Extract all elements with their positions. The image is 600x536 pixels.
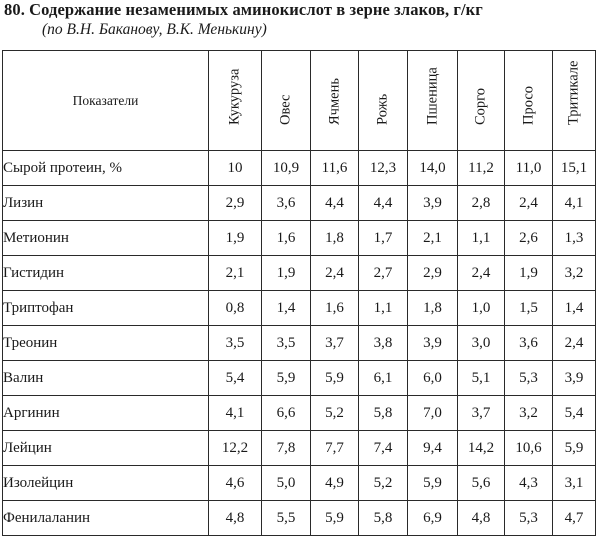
table-row (3, 221, 596, 256)
crop-column-header (262, 51, 311, 151)
crop-column-header (359, 51, 408, 151)
table-cell: 10 (209, 151, 262, 186)
table-cell: 2,4 (458, 256, 505, 291)
table-cell: 4,6 (209, 466, 262, 501)
table-cell: 15,1 (553, 151, 596, 186)
row-label: Гистидин (3, 256, 209, 291)
row-label: Треонин (3, 326, 209, 361)
table-row (3, 431, 596, 466)
table-cell: 4,9 (311, 466, 359, 501)
table-cell: 14,0 (408, 151, 458, 186)
table-cell: 3,1 (553, 466, 596, 501)
table-cell: 5,3 (505, 501, 553, 536)
table-cell: 5,6 (458, 466, 505, 501)
table-cell: 11,6 (311, 151, 359, 186)
table-row (3, 466, 596, 501)
table-cell: 5,4 (553, 396, 596, 431)
table-cell: 5,9 (408, 466, 458, 501)
table-cell: 5,2 (359, 466, 408, 501)
table-cell: 5,2 (311, 396, 359, 431)
table-cell: 5,9 (262, 361, 311, 396)
table-row (3, 396, 596, 431)
table-cell: 7,0 (408, 396, 458, 431)
table-cell: 7,4 (359, 431, 408, 466)
table-row (3, 291, 596, 326)
page-subtitle: (по В.Н. Баканову, В.К. Менькину) (42, 21, 267, 38)
table-cell: 5,8 (359, 501, 408, 536)
crop-column-header (311, 51, 359, 151)
crop-header-label: Рожь (374, 93, 391, 125)
table-cell: 3,5 (262, 326, 311, 361)
table-cell: 3,5 (209, 326, 262, 361)
table-cell: 2,8 (458, 186, 505, 221)
row-label: Метионин (3, 221, 209, 256)
crop-header-label: Сорго (472, 87, 489, 125)
table-body (3, 151, 596, 536)
table-cell: 1,9 (505, 256, 553, 291)
crop-column-header (408, 51, 458, 151)
crop-column-header (209, 51, 262, 151)
table-cell: 6,6 (262, 396, 311, 431)
row-label: Лейцин (3, 431, 209, 466)
table-cell: 3,0 (458, 326, 505, 361)
table-cell: 11,0 (505, 151, 553, 186)
page-title: 80. Содержание незаменимых аминокислот в зерне злаков, г/кг (4, 0, 483, 19)
table-cell: 2,1 (209, 256, 262, 291)
table-cell: 6,9 (408, 501, 458, 536)
row-label: Аргинин (3, 396, 209, 431)
table-cell: 10,9 (262, 151, 311, 186)
table-cell: 2,4 (505, 186, 553, 221)
table-row (3, 326, 596, 361)
table-cell: 5,5 (262, 501, 311, 536)
row-label: Сырой протеин, % (3, 151, 209, 186)
table-cell: 1,4 (262, 291, 311, 326)
row-label: Триптофан (3, 291, 209, 326)
crop-header-label: Пшеница (424, 67, 440, 125)
table-row (3, 151, 596, 186)
table-cell: 2,1 (408, 221, 458, 256)
table-cell: 1,5 (505, 291, 553, 326)
crop-column-header (458, 51, 505, 151)
table-cell: 4,8 (209, 501, 262, 536)
table-cell: 0,8 (209, 291, 262, 326)
table-cell: 1,4 (553, 291, 596, 326)
table-cell: 1,8 (311, 221, 359, 256)
table-row (3, 186, 596, 221)
table-cell: 3,8 (359, 326, 408, 361)
crop-column-header (553, 51, 596, 151)
table-cell: 9,4 (408, 431, 458, 466)
table-row (3, 361, 596, 396)
table-cell: 1,3 (553, 221, 596, 256)
table-cell: 5,4 (209, 361, 262, 396)
table-cell: 3,7 (458, 396, 505, 431)
table-cell: 1,1 (458, 221, 505, 256)
row-label: Фенилаланин (3, 501, 209, 536)
table-cell: 12,3 (359, 151, 408, 186)
table-cell: 2,7 (359, 256, 408, 291)
table-cell: 3,9 (408, 186, 458, 221)
table-cell: 4,1 (553, 186, 596, 221)
table-cell: 5,9 (553, 431, 596, 466)
table-cell: 4,8 (458, 501, 505, 536)
table-cell: 1,6 (311, 291, 359, 326)
table-cell: 6,1 (359, 361, 408, 396)
param-column-header: Показатели (3, 51, 209, 151)
table-cell: 7,8 (262, 431, 311, 466)
row-label: Лизин (3, 186, 209, 221)
table-cell: 5,0 (262, 466, 311, 501)
table-cell: 10,6 (505, 431, 553, 466)
table-cell: 2,6 (505, 221, 553, 256)
table-cell: 5,9 (311, 361, 359, 396)
table-cell: 3,2 (553, 256, 596, 291)
table-cell: 1,8 (408, 291, 458, 326)
table-cell: 1,1 (359, 291, 408, 326)
table-cell: 1,6 (262, 221, 311, 256)
crop-header-label: Кукуруза (226, 68, 243, 125)
table-cell: 5,9 (311, 501, 359, 536)
table-cell: 4,7 (553, 501, 596, 536)
table-cell: 2,9 (408, 256, 458, 291)
table-cell: 3,2 (505, 396, 553, 431)
crop-header-label: Просо (520, 85, 536, 125)
table-cell: 4,3 (505, 466, 553, 501)
table-header-row (3, 51, 596, 151)
table-cell: 7,7 (311, 431, 359, 466)
table-row (3, 501, 596, 536)
table-cell: 5,3 (505, 361, 553, 396)
table-row (3, 256, 596, 291)
table-cell: 14,2 (458, 431, 505, 466)
table-cell: 3,6 (262, 186, 311, 221)
table-cell: 2,4 (311, 256, 359, 291)
crop-header-label: Овес (277, 94, 294, 125)
table-cell: 6,0 (408, 361, 458, 396)
table-cell: 2,4 (553, 326, 596, 361)
crop-header-label: Тритикале (565, 60, 582, 125)
crop-column-header (505, 51, 553, 151)
table-cell: 1,0 (458, 291, 505, 326)
table-cell: 4,4 (311, 186, 359, 221)
table-cell: 1,7 (359, 221, 408, 256)
amino-acid-table (2, 50, 596, 536)
table-cell: 3,7 (311, 326, 359, 361)
table-cell: 5,1 (458, 361, 505, 396)
table-cell: 4,1 (209, 396, 262, 431)
table-cell: 3,9 (553, 361, 596, 396)
crop-header-label: Ячмень (326, 78, 342, 125)
table-cell: 11,2 (458, 151, 505, 186)
row-label: Изолейцин (3, 466, 209, 501)
table-cell: 12,2 (209, 431, 262, 466)
table-cell: 3,6 (505, 326, 553, 361)
row-label: Валин (3, 361, 209, 396)
table-cell: 2,9 (209, 186, 262, 221)
table-cell: 3,9 (408, 326, 458, 361)
table-cell: 4,4 (359, 186, 408, 221)
table-cell: 1,9 (209, 221, 262, 256)
table-cell: 1,9 (262, 256, 311, 291)
table-cell: 5,8 (359, 396, 408, 431)
